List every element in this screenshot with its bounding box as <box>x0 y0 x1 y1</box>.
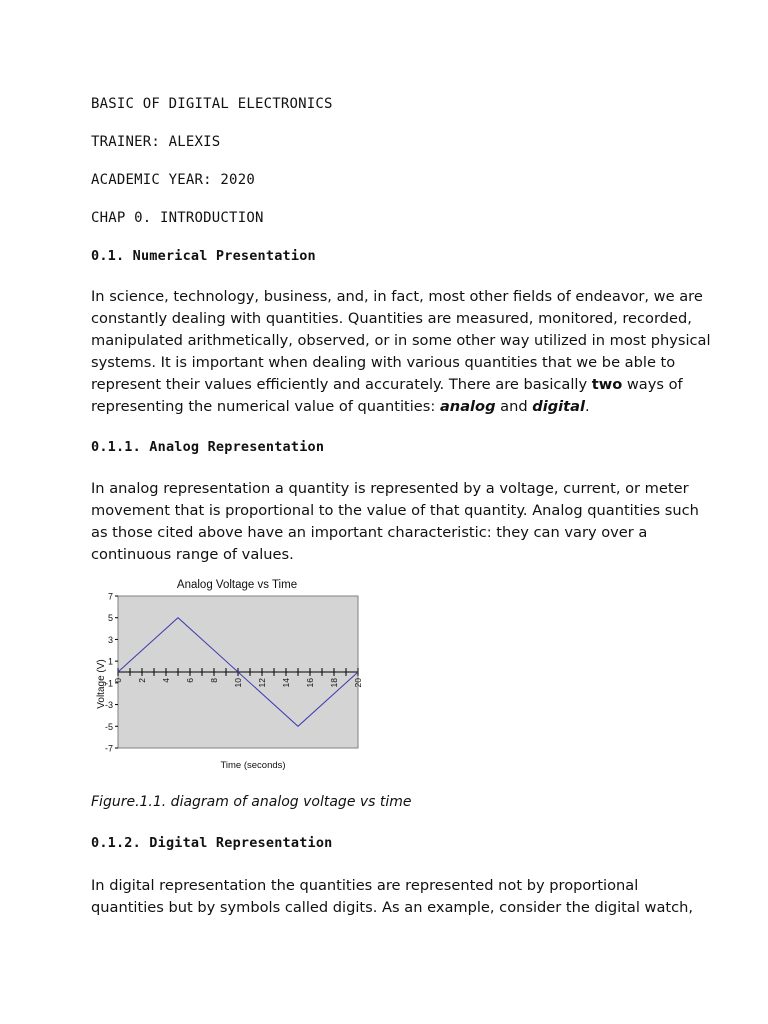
paragraph-line: In digital representation the quantities are represented not by proportional <box>91 877 639 894</box>
chart-svg <box>92 574 382 774</box>
x-tick-label: 20 <box>353 678 363 688</box>
paragraph-line: as those cited above have an important characteristic: they can vary over a <box>91 524 648 541</box>
text-run: represent their values efficiently and accurately. There are basically <box>91 376 592 393</box>
paragraph-line: In science, technology, business, and, in fact, most other fields of endeavor, we are <box>91 288 703 305</box>
x-tick-label: 14 <box>281 678 291 688</box>
paragraph-line: systems. It is important when dealing with various quantities that we be able to <box>91 354 676 371</box>
section-0-1-2-paragraph <box>91 875 694 919</box>
y-tick-label: 5 <box>107 613 113 624</box>
y-tick-label: 7 <box>107 591 113 602</box>
paragraph-line: constantly dealing with quantities. Quantities are measured, monitored, recorded, <box>91 310 692 327</box>
emphasis-analog: analog <box>439 398 496 415</box>
y-tick-label: -3 <box>104 700 113 711</box>
academic-year-line: ACADEMIC YEAR: 2020 <box>91 172 255 188</box>
x-tick-label: 10 <box>233 678 243 688</box>
x-tick-label: 2 <box>137 678 147 683</box>
x-tick-label: 8 <box>209 678 219 683</box>
text-run: representing the numerical value of quantities: <box>91 398 440 415</box>
paragraph-line: quantities but by symbols called digits. As an example, consider the digital watch, <box>91 899 694 916</box>
section-0-1-1-paragraph <box>91 478 699 566</box>
y-tick-label: 3 <box>107 634 113 645</box>
emphasis-digital: digital <box>532 398 585 415</box>
text-run: ways of <box>622 376 683 393</box>
x-tick-label: 6 <box>185 678 195 683</box>
paragraph-line: In analog representation a quantity is represented by a voltage, current, or meter <box>91 480 689 497</box>
emphasis-two: two <box>591 376 623 393</box>
section-0-1-paragraph <box>91 286 711 418</box>
analog-voltage-chart <box>92 574 382 774</box>
x-tick-label: 12 <box>257 678 267 688</box>
paragraph-line: movement that is proportional to the value of that quantity. Analog quantities such <box>91 502 699 519</box>
document-title: BASIC OF DIGITAL ELECTRONICS <box>91 96 333 112</box>
x-tick-label: 16 <box>305 678 315 688</box>
x-axis-label: Time (seconds) <box>220 760 286 771</box>
x-tick-label: 18 <box>329 678 339 688</box>
paragraph-line <box>91 374 691 396</box>
paragraph-line: manipulated arithmetically, observed, or in some other way utilized in most physical <box>91 332 711 349</box>
section-0-1-heading: 0.1. Numerical Presentation <box>91 248 316 264</box>
y-tick-label: -1 <box>104 678 113 689</box>
section-0-1-1-heading: 0.1.1. Analog Representation <box>91 439 325 455</box>
paragraph-line <box>91 396 691 418</box>
y-axis-label: Voltage (V) <box>96 659 107 709</box>
text-run: and <box>495 398 533 415</box>
chart-title: Analog Voltage vs Time <box>176 579 298 591</box>
figure-caption: Figure.1.1. diagram of analog voltage vs time <box>91 794 412 810</box>
paragraph-line: continuous range of values. <box>91 546 294 563</box>
section-0-1-2-heading: 0.1.2. Digital Representation <box>91 835 333 851</box>
y-tick-label: -5 <box>104 721 113 732</box>
x-tick-label: 4 <box>161 678 171 683</box>
y-tick-label: 1 <box>107 656 113 667</box>
chapter-heading: CHAP 0. INTRODUCTION <box>91 210 264 226</box>
y-tick-label: -7 <box>104 743 113 754</box>
text-run: . <box>584 398 590 415</box>
x-tick-label: 0 <box>113 678 123 683</box>
trainer-line: TRAINER: ALEXIS <box>91 134 221 150</box>
